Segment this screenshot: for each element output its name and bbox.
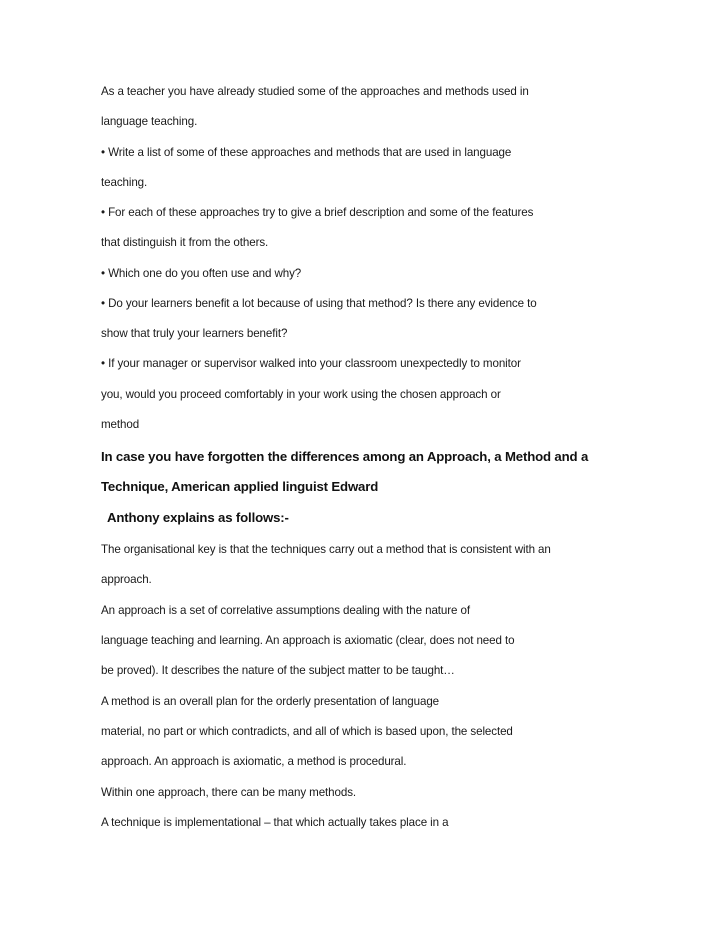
text-line: A technique is implementational – that which actually takes place in a bbox=[101, 816, 449, 829]
text-line: material, no part or which contradicts, and all of which is based upon, the selected bbox=[101, 725, 513, 738]
text-line: method bbox=[101, 418, 140, 431]
text-line: Within one approach, there can be many methods. bbox=[101, 786, 357, 799]
text-line: be proved). It describes the nature of the subject matter to be taught… bbox=[101, 664, 455, 677]
text-line: that distinguish it from the others. bbox=[101, 236, 269, 249]
bullet-item: • For each of these approaches try to give a brief description and some of the features bbox=[101, 206, 534, 219]
heading-line: Anthony explains as follows:- bbox=[107, 510, 289, 525]
bullet-item: • If your manager or supervisor walked into your classroom unexpectedly to monitor bbox=[101, 357, 521, 370]
heading-line: In case you have forgotten the differences among an Approach, a Method and a bbox=[101, 449, 589, 464]
text-line: An approach is a set of correlative assumptions dealing with the nature of bbox=[101, 604, 470, 617]
heading-line: Technique, American applied linguist Edward bbox=[101, 479, 379, 494]
text-line: you, would you proceed comfortably in your work using the chosen approach or bbox=[101, 388, 501, 401]
text-line: approach. bbox=[101, 573, 152, 586]
bullet-item: • Which one do you often use and why? bbox=[101, 267, 302, 280]
text-line: approach. An approach is axiomatic, a method is procedural. bbox=[101, 755, 407, 768]
text-line: teaching. bbox=[101, 176, 148, 189]
text-line: language teaching and learning. An approach is axiomatic (clear, does not need to bbox=[101, 634, 515, 647]
text-line: The organisational key is that the techniques carry out a method that is consistent with an bbox=[101, 543, 551, 556]
bullet-item: • Write a list of some of these approaches and methods that are used in language bbox=[101, 146, 512, 159]
text-line: As a teacher you have already studied some of the approaches and methods used in bbox=[101, 85, 529, 98]
text-line: A method is an overall plan for the orderly presentation of language bbox=[101, 695, 440, 708]
bullet-item: • Do your learners benefit a lot because of using that method? Is there any evidence to bbox=[101, 297, 537, 310]
text-line: show that truly your learners benefit? bbox=[101, 327, 288, 340]
text-line: language teaching. bbox=[101, 115, 198, 128]
